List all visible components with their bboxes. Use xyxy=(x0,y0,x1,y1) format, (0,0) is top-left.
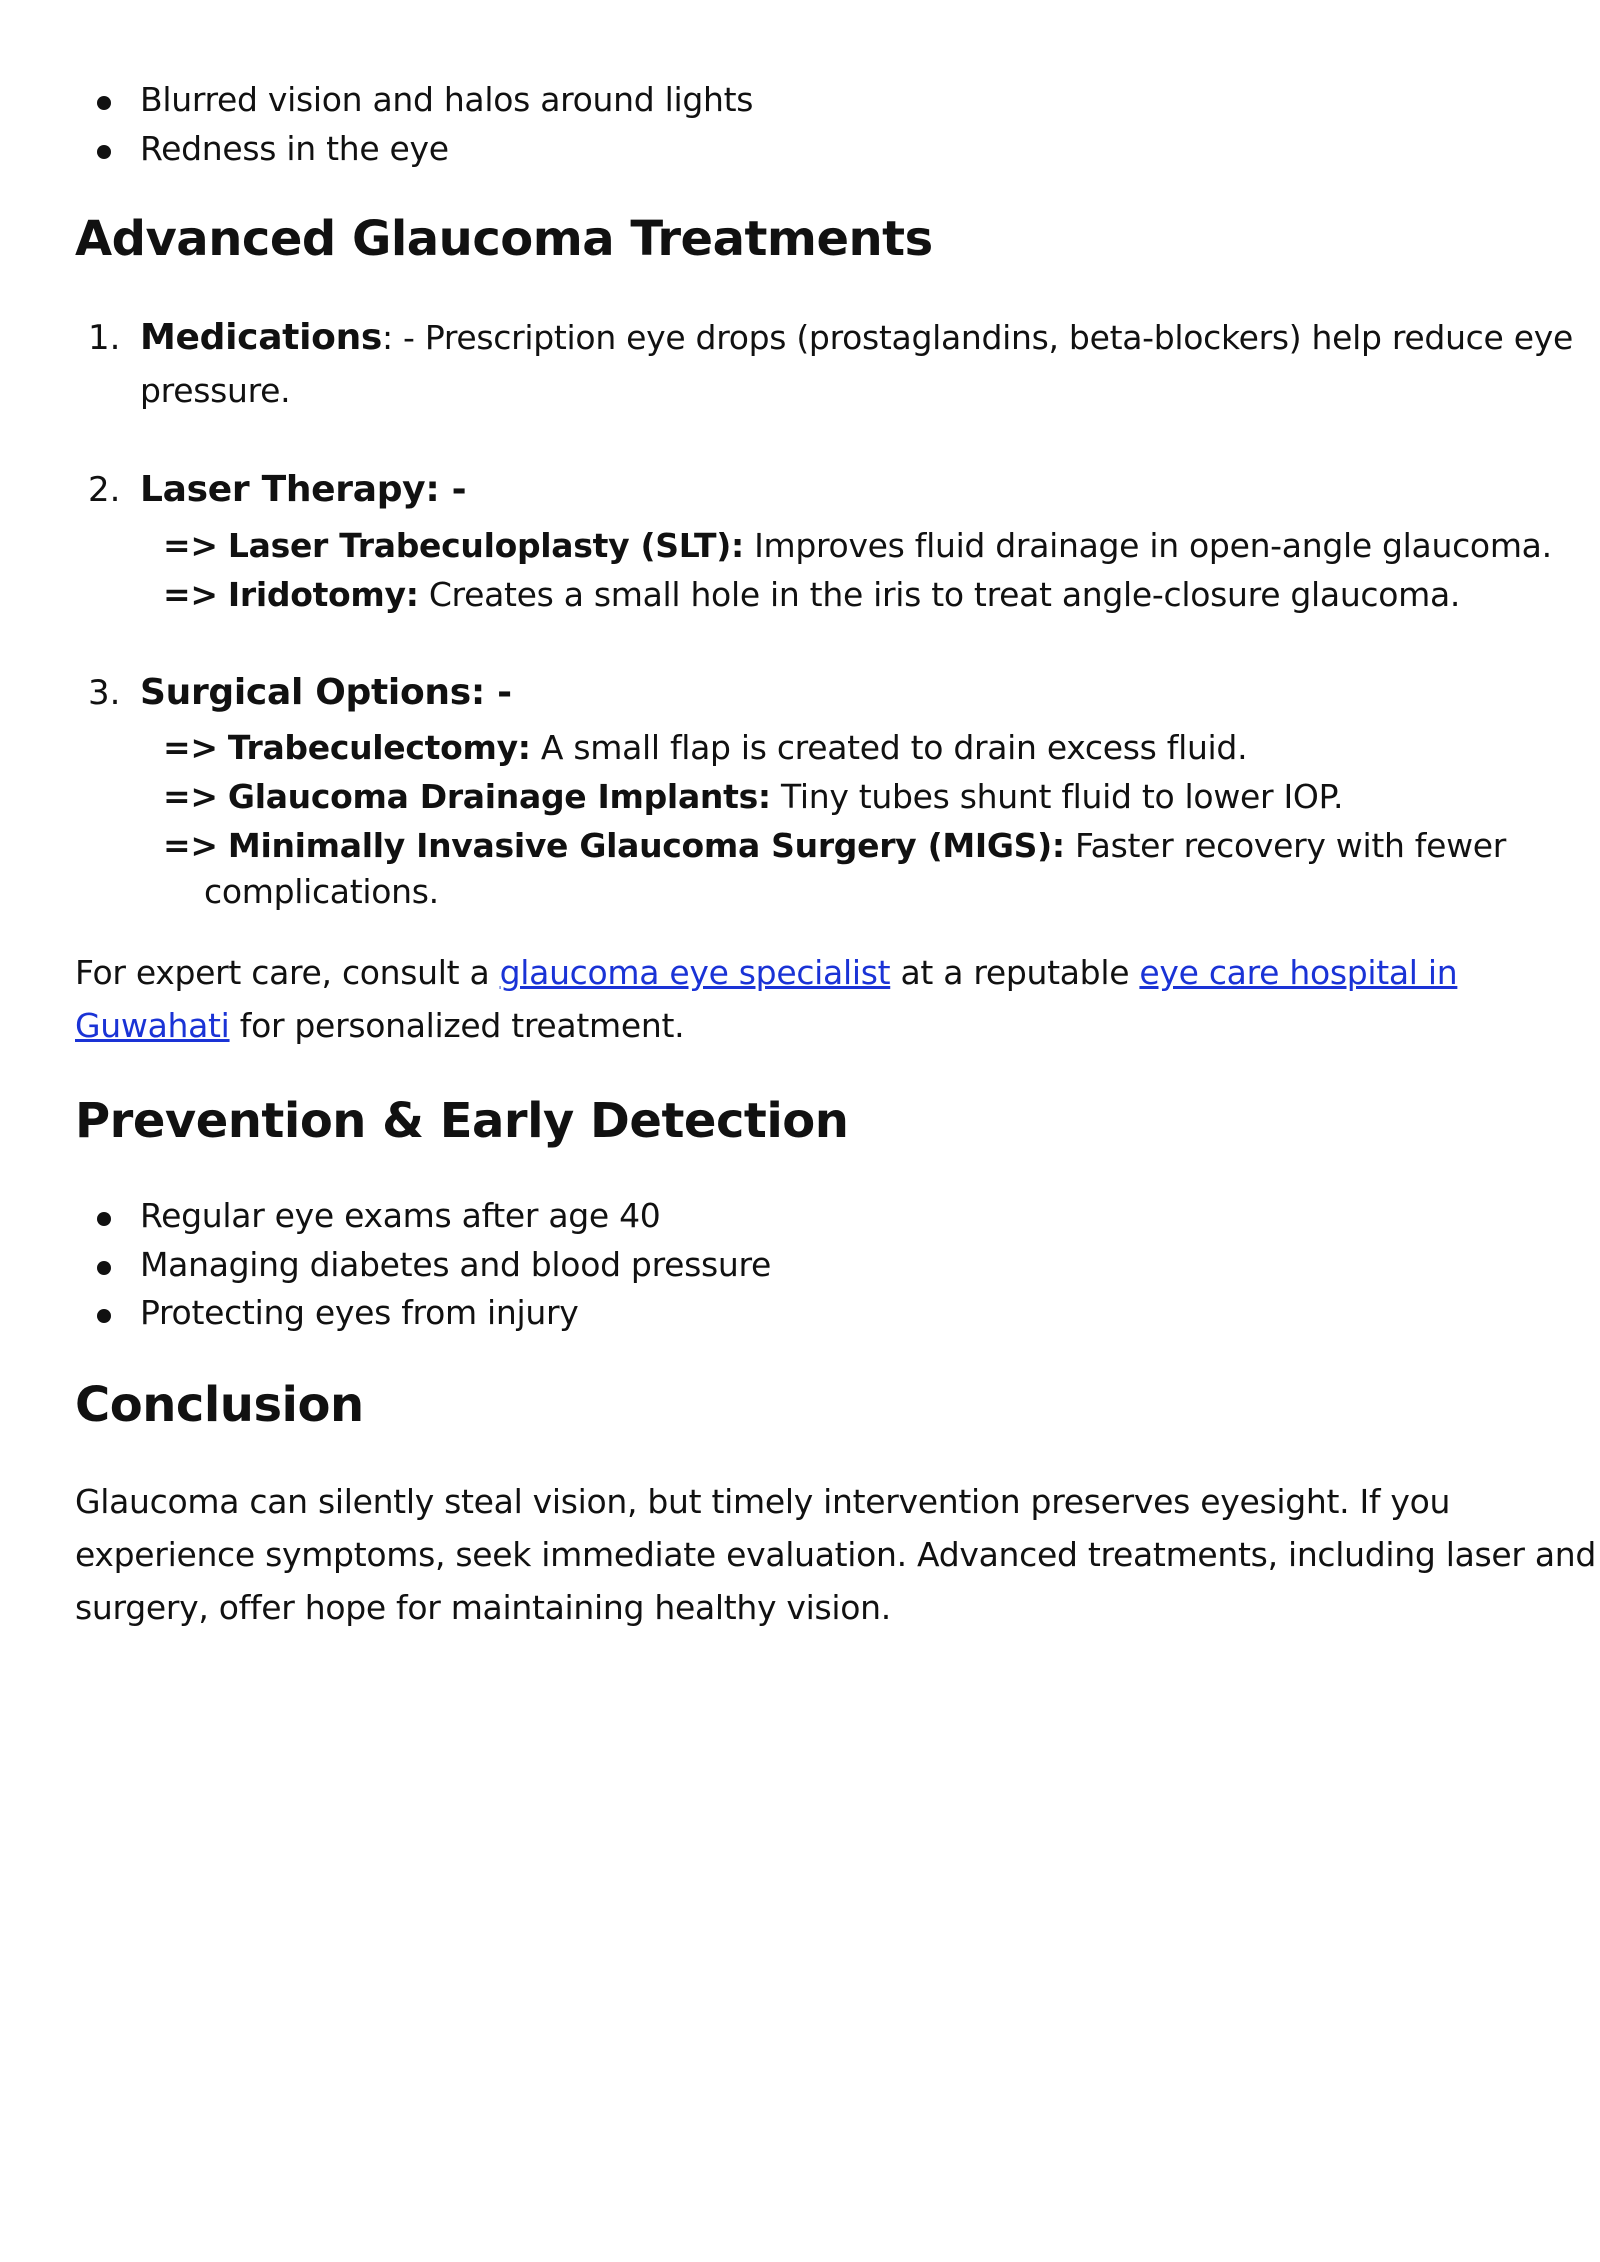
treatments-heading: Advanced Glaucoma Treatments xyxy=(75,211,933,267)
list-item-text: Blurred vision and halos around lights xyxy=(140,80,754,119)
sub-item-title: Laser Trabeculoplasty (SLT): xyxy=(227,526,744,565)
list-item-text: Redness in the eye xyxy=(140,129,449,168)
item-title: Medications xyxy=(140,317,383,358)
arrow-marker: => xyxy=(163,777,218,816)
bullet-dot-icon xyxy=(97,1261,111,1275)
sub-item-migs xyxy=(163,826,1506,866)
conclusion-heading: Conclusion xyxy=(75,1377,364,1433)
list-item-text: Regular eye exams after age 40 xyxy=(140,1196,661,1235)
arrow-marker: => xyxy=(163,728,218,767)
sub-item-text: Improves fluid drainage in open-angle glaucoma. xyxy=(754,526,1552,565)
sub-item-text: Faster recovery with fewer xyxy=(1075,826,1507,865)
item-description: : - Prescription eye drops (prostaglandins, beta-blockers) help reduce eye xyxy=(382,318,1573,357)
sub-item-title: Minimally Invasive Glaucoma Surgery (MIGS): xyxy=(227,826,1065,865)
sub-item-drainage-implants xyxy=(163,777,1343,817)
arrow-marker: => xyxy=(163,575,218,614)
item-number: 1. xyxy=(88,318,121,358)
bullet-dot-icon xyxy=(97,1309,111,1323)
sub-item-title: Glaucoma Drainage Implants: xyxy=(227,777,771,816)
prevention-heading: Prevention & Early Detection xyxy=(75,1093,849,1149)
item-description-continuation: pressure. xyxy=(140,371,291,410)
bullet-dot-icon xyxy=(97,96,111,110)
sub-item-text-continuation: complications. xyxy=(204,872,439,911)
care-text-prefix: For expert care, consult a xyxy=(75,953,490,992)
eye-care-hospital-link-continuation[interactable]: Guwahati xyxy=(75,1006,230,1045)
conclusion-line: experience symptoms, seek immediate evaluation. Advanced treatments, including laser and xyxy=(75,1535,1597,1574)
bullet-dot-icon xyxy=(97,145,111,159)
bullet-dot-icon xyxy=(97,1212,111,1226)
sub-item-text: Creates a small hole in the iris to treat angle-closure glaucoma. xyxy=(428,575,1461,614)
arrow-marker: => xyxy=(163,826,218,865)
sub-item-title: Trabeculectomy: xyxy=(227,728,531,767)
care-text-suffix: for personalized treatment. xyxy=(239,1006,685,1045)
item-title: Surgical Options: - xyxy=(140,672,512,713)
sub-item-trabeculectomy xyxy=(163,728,1247,768)
care-text-middle: at a reputable xyxy=(900,953,1130,992)
sub-item-title: Iridotomy: xyxy=(227,575,419,614)
sub-item-text: Tiny tubes shunt fluid to lower IOP. xyxy=(781,777,1344,816)
sub-item-slt xyxy=(163,526,1552,566)
sub-item-text: A small flap is created to drain excess fluid. xyxy=(540,728,1248,767)
item-number: 2. xyxy=(88,470,121,510)
list-item-text: Protecting eyes from injury xyxy=(140,1293,579,1332)
glaucoma-specialist-link[interactable]: glaucoma eye specialist xyxy=(499,953,891,992)
care-paragraph-line-1 xyxy=(75,953,1457,993)
conclusion-line: surgery, offer hope for maintaining healthy vision. xyxy=(75,1588,891,1627)
sub-item-iridotomy xyxy=(163,575,1460,615)
list-item-text: Managing diabetes and blood pressure xyxy=(140,1245,772,1284)
care-paragraph-line-2 xyxy=(75,1006,684,1046)
item-number: 3. xyxy=(88,673,121,713)
eye-care-hospital-link[interactable]: eye care hospital in xyxy=(1139,953,1458,992)
item-title: Laser Therapy: - xyxy=(140,469,467,510)
arrow-marker: => xyxy=(163,526,218,565)
conclusion-line: Glaucoma can silently steal vision, but timely intervention preserves eyesight. If you xyxy=(75,1482,1451,1521)
